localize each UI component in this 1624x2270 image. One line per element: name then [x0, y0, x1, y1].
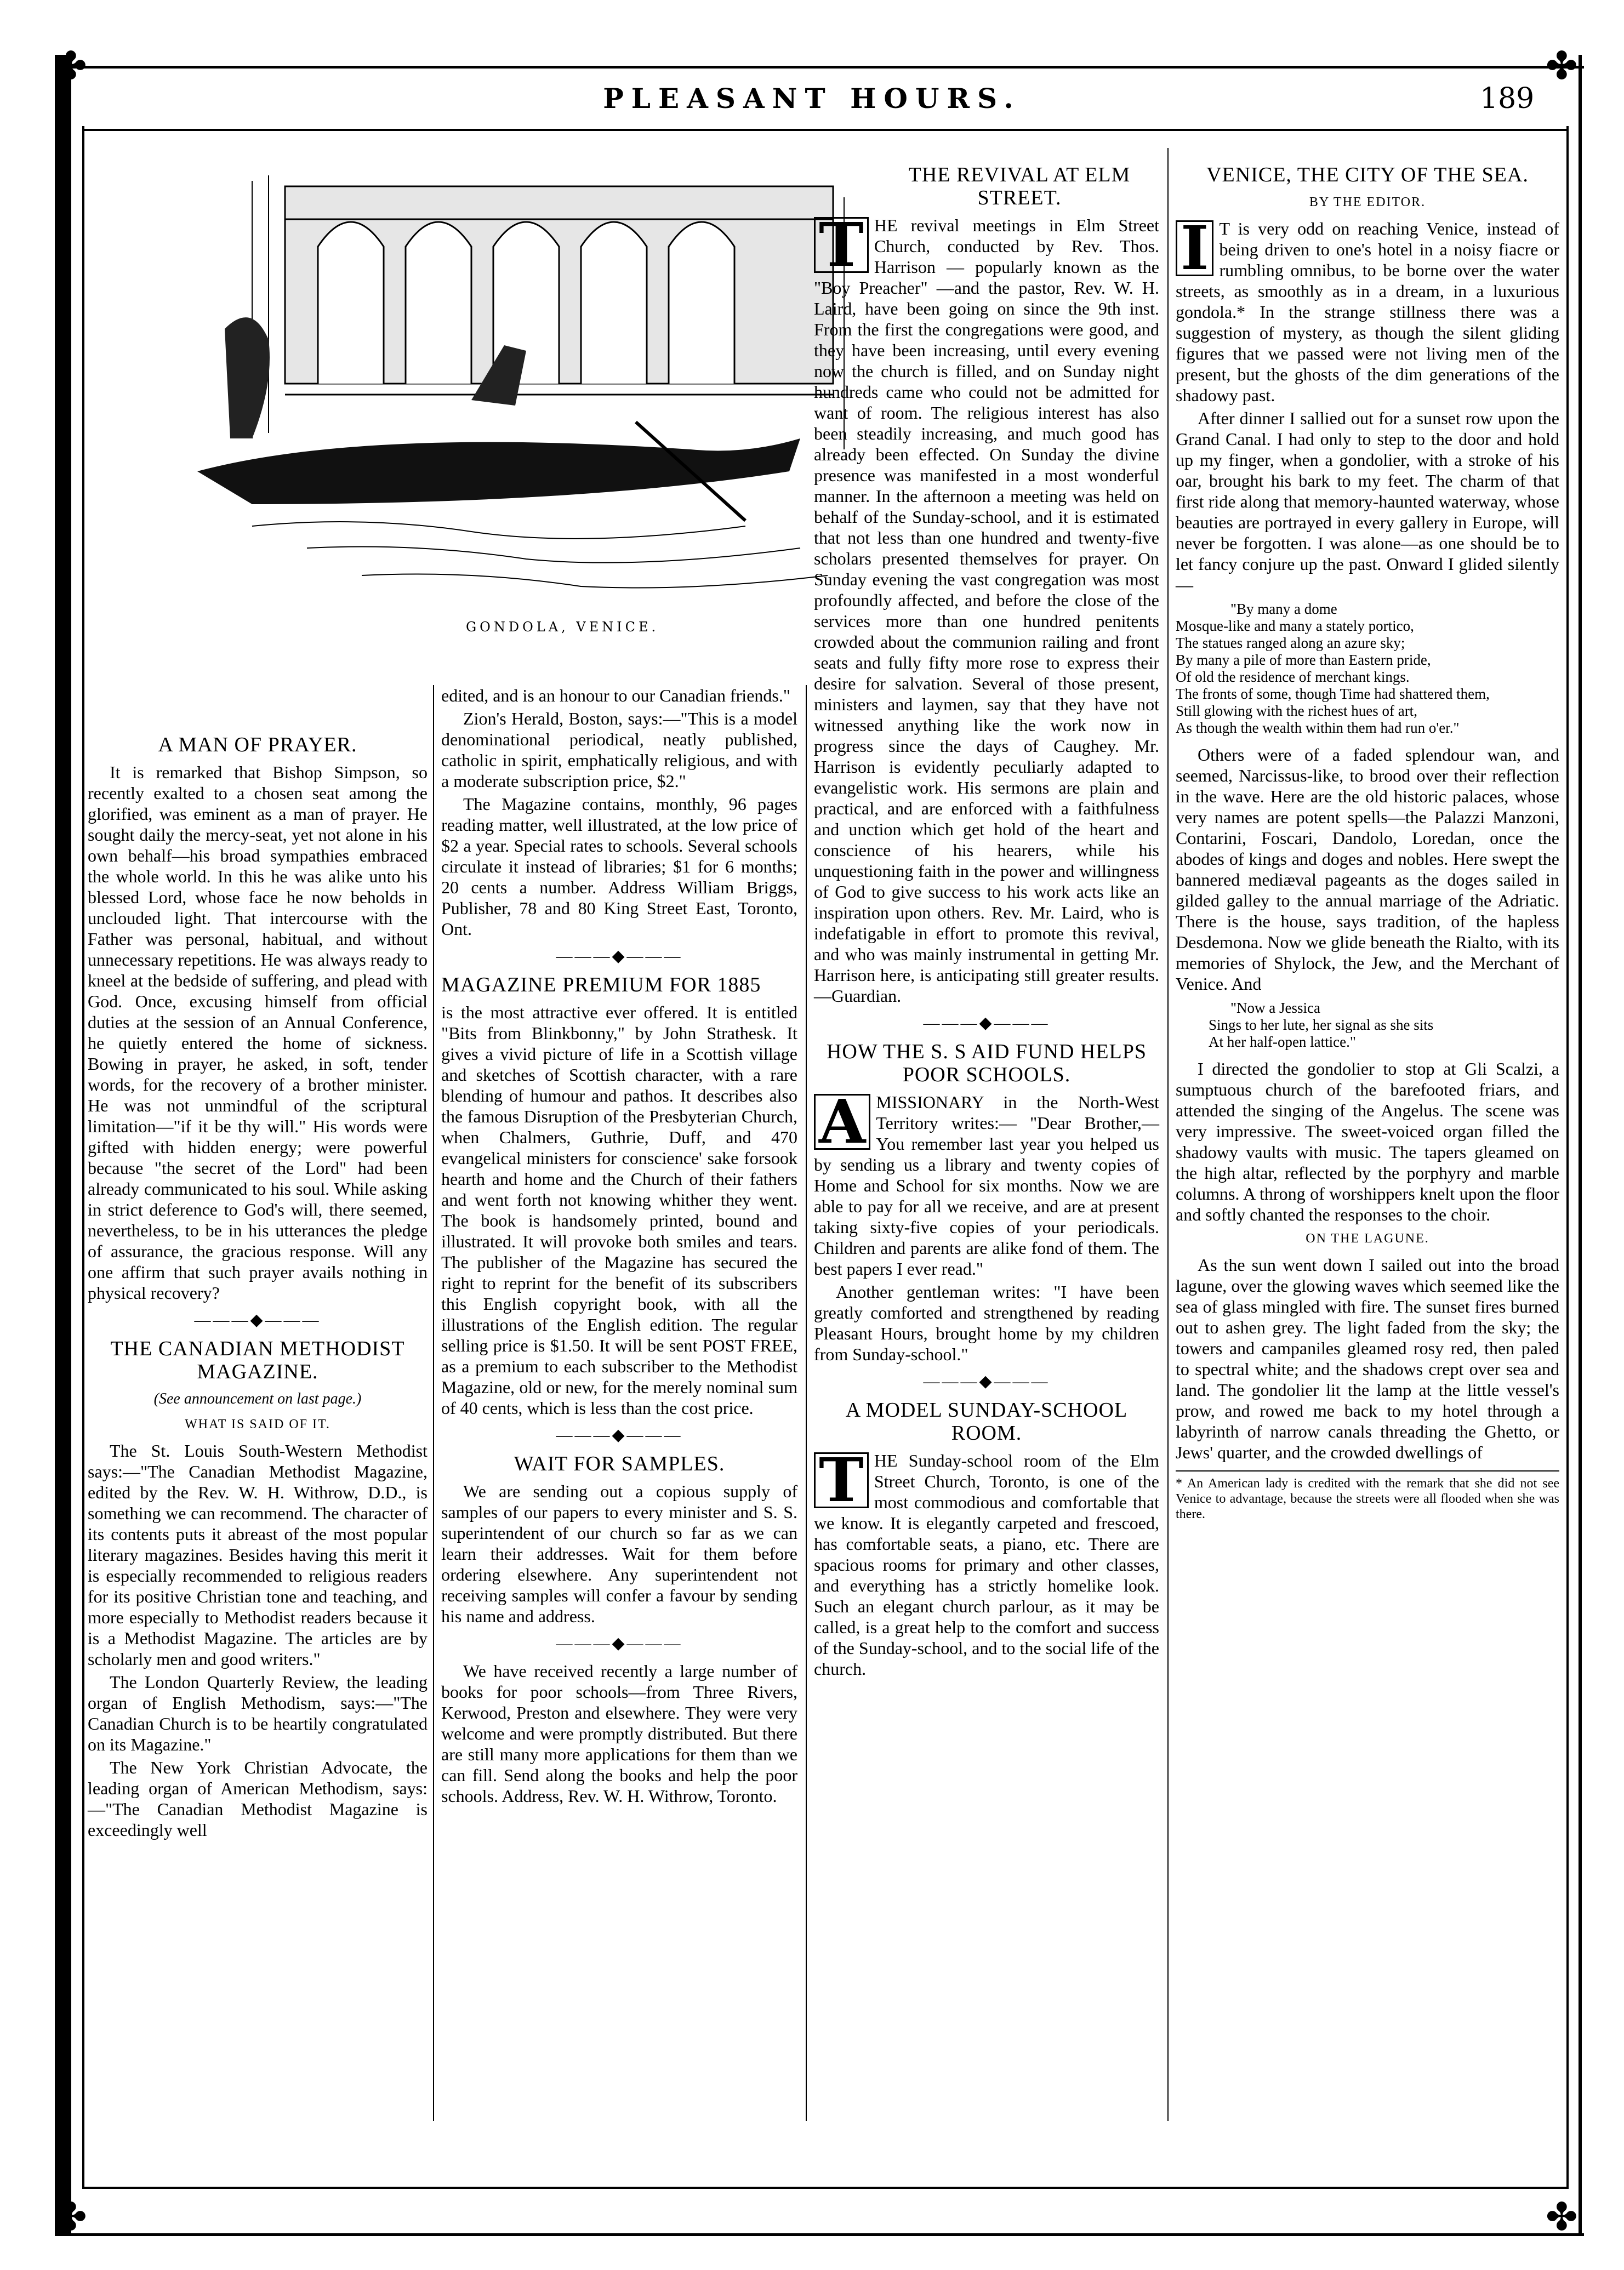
magazine-info-paragraph: The Magazine contains, monthly, 96 pages reading matter, well illustrated, at the low price of $2 a year. Special rates to schools. Several schools circulate it instead of libraries; $1 for 6 months; 20 cents a number. Address William Briggs, Publisher, 78 and 80 King Street East, Toronto, Ont.: [441, 794, 797, 939]
corner-ornament-bottom-left: ✤: [55, 2194, 87, 2239]
poem-line: "Now a Jessica: [1230, 1000, 1320, 1016]
left-border-line: [82, 126, 84, 2187]
premium-paragraph: is the most attractive ever offered. It is entitled "Bits from Blinkbonny," by John Strathesk. It gives a vivid picture of life in a Scottish village and sketches of Scottish character, with a rare blending of humour and pathos. It describes also the famous Disruption of the Presbyterian Church, when Chalmers, Guthrie, Duff, and 470 evangelical ministers for conscience' sake forsook hearth and home and the Church of their fathers and went forth not knowing whither they went. The book is handsomely printed, bound and illustrated. It will provoke both smiles and tears. The publisher of the Magazine has secured the right to reprint for the benefit of its subscribers this English copyright book, with all the illustrations of the English edition. The regular selling price is $1.50. It will be sent POST FREE, as a premium to each subscriber to the Methodist Magazine, old or new, for the merely nominal sum of 40 cents, which is less than the cost price.: [441, 1002, 797, 1418]
drop-cap: I: [1176, 220, 1213, 276]
venice-heading: VENICE, THE CITY OF THE SEA.: [1206, 163, 1529, 186]
aid-fund-paragraph: Another gentleman writes: "I have been greatly comforted and strengthened by reading Pleasant Hours, brought home by my children from Sunday-school.": [814, 1282, 1159, 1364]
poem-line: Sings to her lute, her signal as she sits: [1209, 1017, 1434, 1033]
column-4: [1176, 159, 1559, 1522]
section-divider: ―――◆―――: [923, 1014, 1050, 1032]
gondola-illustration: [88, 164, 877, 614]
column-3: [814, 159, 1159, 1681]
column-1: [88, 729, 428, 1843]
model-room-heading: A MODEL SUNDAY-SCHOOL ROOM.: [845, 1399, 1128, 1445]
poem-line: By many a pile of more than Eastern pride,: [1176, 652, 1431, 668]
revival-heading: THE REVIVAL AT ELM STREET.: [908, 163, 1131, 209]
masthead-title: PLEASANT HOURS.: [603, 82, 1021, 115]
section-divider: ―――◆―――: [556, 947, 683, 965]
revival-paragraph: HE revival meetings in Elm Street Church, conducted by Rev. Thos. Harrison — popularly known as the "Boy Preacher" —and the pastor, Rev. W. H. Laird, have been going on since the 9th inst. From the first the congregations were good, and they have been increasing, until every evening now the church is filled, and on Sunday night hundreds came who could not be admitted for want of room. The religious interest has also been steadily increasing, and much good has already been effected. On Sunday the divine presence was manifested in a most wonderful manner. In the afternoon a meeting was held on behalf of the Sunday-school, and it is estimated that not less than one hundred and twenty-five scholars presented themselves for prayer. On Sunday evening the vast congregation was most profoundly affected, and before the close of the services more than one hundred penitents crowded about the communion railing and front seats and fully fifty more rose to express their desire for salvation. Several of those present, ministers and laymen, say that they have not witnessed anything like the work now in progress since the days of Caughey. Mr. Harrison is evidently peculiarly adapted to evangelistic work. His sermons are plain and practical, and are enforced with a faithfulness and unction which get hold of the heart and conscience of his hearers, while his unquestioning faith in the power and willingness of God to give success to his work acts like an inspiration upon others. Rev. Mr. Laird, who is indefatigable in effort to promote this revival, and who was mainly instrumental in getting Mr. Harrison here, is anticipating still greater results.—Guardian.: [814, 215, 1159, 1006]
books-paragraph: We have received recently a large number of books for poor schools—from Three Rivers, Kerwood, Preston and elsewhere. They were very welcome and were promptly distributed. But there are still many more applications for them than we can fill. Send along the books and help the poor schools. Address, Rev. W. H. Withrow, Toronto.: [441, 1661, 797, 1806]
poem-line: The fronts of some, though Time had shattered them,: [1176, 686, 1490, 702]
announcement-note: (See announcement on last page.): [153, 1390, 362, 1407]
prayer-heading: A MAN OF PRAYER.: [158, 733, 357, 756]
premium-heading: MAGAZINE PREMIUM FOR 1885: [441, 973, 761, 996]
poem-line: At her half-open lattice.": [1209, 1034, 1356, 1050]
column-rule-2: [806, 685, 807, 2121]
column-rule-1: [433, 685, 434, 2121]
section-divider: ―――◆―――: [556, 1634, 683, 1652]
poem-line: As though the wealth within them had run o'er.": [1176, 720, 1460, 736]
venice-paragraph: Others were of a faded splendour wan, and seemed, Narcissus-like, to brood over their reflection in the wave. Here are the old historic palaces, whose very names are potent spells—the Palazzi Manzoni, Contarini, Foscari, Dandolo, Loredan, once the abodes of kings and doges and nobles. Here swept the bannered mediæval pageants as the doges sailed in gilded galley to the annual marriage of the Adriatic. There is the house, says tradition, of the hapless Desdemona. Now we glide beneath the Rialto, with its memories of Shylock, the Jew, and the Merchant of Venice. And: [1176, 745, 1559, 994]
poem-quote: [1176, 1000, 1559, 1051]
illustration-caption: GONDOLA, VENICE.: [466, 619, 659, 635]
corner-ornament-bottom-right: ✤: [1546, 2194, 1578, 2239]
venice-byline: BY THE EDITOR.: [1309, 195, 1426, 209]
top-border-line: [55, 66, 1584, 69]
poem-quote: [1176, 601, 1559, 737]
left-border-bar: [55, 55, 71, 2236]
venice-paragraph: I directed the gondolier to stop at Gli Scalzi, a sumptuous church of the barefooted friars, and attended the singing of the Angelus. The scene was very impressive. The sweet-voiced organ filled the shadowy vaults with music. The tapers gleamed on the high altar, reflected by the porphyry and marble columns. A throng of worshippers knelt upon the floor and softly chanted the responses to the choir.: [1176, 1059, 1559, 1224]
footnote: * An American lady is credited with the remark that she did not see Venice to advantage, because the streets were all flooded when she was there.: [1176, 1470, 1559, 1522]
bottom-border-line: [82, 2187, 1569, 2189]
venice-paragraph: After dinner I sallied out for a sunset row upon the Grand Canal. I had only to step to the door and hold up my finger, when a gondolier, with a stroke of his oar, brought his bark to my feet. The charm of that first ride along that memory-haunted waterway, whose beauties are portrayed in every gallery in Europe, will never be forgotten. I was alone—as one should be to let fancy conjure up the past. Onward I glided silently—: [1176, 408, 1559, 595]
venice-paragraph: T is very odd on reaching Venice, instead of being driven to one's hotel in a noisy fiacre or rumbling omnibus, to be borne over the water streets, as smoothly as in a dream, in a luxurious gondola.* In the strange stillness there was a suggestion of mystery, as though the silent gliding figures that we passed were not living men of the present, but the ghosts of the dim generations of the shadowy past.: [1176, 219, 1559, 405]
prayer-paragraph: It is remarked that Bishop Simpson, so recently exalted to a chosen seat among the glorified, was eminent as a man of prayer. He sought daily the mercy-seat, yet not alone in his own behalf—his broad sympathies embraced the whole world. In this he was alike unto his blessed Lord, whose face he now beholds in unclouded light. That intercourse with the Father was personal, habitual, and without unnecessary repetitions. He was always ready to kneel at the bedside of suffering, and plead with God. Once, excusing himself from official duties at the session of an Annual Conference, he quietly entered the home of sickness. Bowing in prayer, he asked, in soft, tender words, for the recovery of a brother minister. He was not unmindful of the scriptural limitation—"if it be thy will." His words were gifted with hidden energy; were powerful because "the secret of the Lord" had been already communicated to his soul. While asking in strict deference to God's will, there seemed, nevertheless, to be in his utterances the pledge of assurance, the gracious response. Will any one affirm that such prayer avails nothing in physical recovery?: [88, 762, 428, 1303]
corner-ornament-top-left: ✤: [55, 43, 87, 88]
poem-line: The statues ranged along an azure sky;: [1176, 635, 1405, 651]
drop-cap: T: [814, 217, 869, 273]
drop-cap: T: [814, 1452, 869, 1508]
canadian-magazine-heading: THE CANADIAN METHODIST MAGAZINE.: [110, 1337, 405, 1383]
right-border-line: [1566, 126, 1569, 2187]
page-number: 189: [1480, 82, 1535, 115]
column-2: [441, 685, 797, 1809]
model-room-paragraph: HE Sunday-school room of the Elm Street Church, Toronto, is one of the most commodious and comfortable that we know. It is elegantly carpeted and frescoed, has comfortable seats, a piano, etc. There are spacious rooms for primary and other classes, and everything has a strictly homelike look. Such an elegant church parlour, as it may be called, is a great help to the comfort and success of the Sunday-school, and to the social life of the church.: [814, 1451, 1159, 1679]
drop-cap: A: [814, 1094, 870, 1150]
aid-fund-paragraph: MISSIONARY in the North-West Territory writes:— "Dear Brother,—You remember last year you helped us by sending us a library and twenty copies of Home and School for six months. Now we are able to pay for all we receive, and are at present taking sixty-five copies of your periodicals. Children and parents are alike fond of them. The best papers I ever read.": [814, 1092, 1159, 1279]
poem-line: Of old the residence of merchant kings.: [1176, 669, 1410, 685]
review-continued: edited, and is an honour to our Canadian friends.": [441, 686, 790, 705]
what-is-said-subheading: WHAT IS SAID OF IT.: [185, 1417, 331, 1431]
review-paragraph: The St. Louis South-Western Methodist says:—"The Canadian Methodist Magazine, edited by the Rev. W. H. Withrow, D.D., is something we can recommend. The character of its contents puts it abreast of the most popular literary magazines. Besides having this merit it is especially recommended to religious readers for its positive Christian tone and teaching, and more especially to Methodist readers because it is a Methodist Magazine. The articles are by scholarly men and good writers.": [88, 1441, 428, 1669]
lagune-subheading: ON THE LAGUNE.: [1306, 1231, 1429, 1246]
review-paragraph: The London Quarterly Review, the leading organ of English Methodism, says:—"The Canadian Church is to be heartily congratulated on its Magazine.": [88, 1672, 428, 1754]
poem-line: "By many a dome: [1230, 601, 1337, 617]
section-divider: ―――◆―――: [923, 1372, 1050, 1390]
right-border-line-outer: [1579, 55, 1582, 2236]
column-rule-3: [1167, 148, 1169, 2121]
section-divider: ―――◆―――: [556, 1426, 683, 1444]
samples-heading: WAIT FOR SAMPLES.: [514, 1452, 725, 1475]
aid-fund-heading: HOW THE S. S AID FUND HELPS POOR SCHOOLS.: [826, 1040, 1147, 1086]
review-paragraph: Zion's Herald, Boston, says:—"This is a model denominational periodical, neatly published, catholic in spirit, emphatically religious, and with a moderate subscription price, $2.": [441, 709, 797, 791]
corner-ornament-top-right: ✤: [1546, 43, 1578, 88]
review-paragraph: The New York Christian Advocate, the leading organ of American Methodism, says:—"The Canadian Methodist Magazine is exceedingly well: [88, 1758, 428, 1840]
poem-line: Still glowing with the richest hues of art,: [1176, 703, 1417, 719]
lagune-paragraph: As the sun went down I sailed out into the broad lagune, over the glowing waves which seemed like the sea of glass mingled with fire. The sunset fires burned out to ashen grey. The light faded from the sky; the towers and campaniles gleamed rosy red, then paled to spectral white; and the shadows crept over sea and land. The gondolier lit the lamp at the little vessel's prow, and rowed me back to my hotel through a labyrinth of narrow canals threading the Ghetto, or Jews' quarter, and the crowded dwellings of: [1176, 1255, 1559, 1462]
bottom-border-line-outer: [55, 2233, 1584, 2236]
poem-line: Mosque-like and many a stately portico,: [1176, 618, 1414, 634]
section-divider: ―――◆―――: [194, 1311, 321, 1329]
samples-paragraph: We are sending out a copious supply of samples of our papers to every minister and S. S. superintendent of our church so far as we can learn their addresses. Wait for them before ordering elsewhere. Any superintendent not receiving samples will confer a favour by sending his name and address.: [441, 1481, 797, 1626]
top-border-line-inner: [82, 129, 1569, 131]
